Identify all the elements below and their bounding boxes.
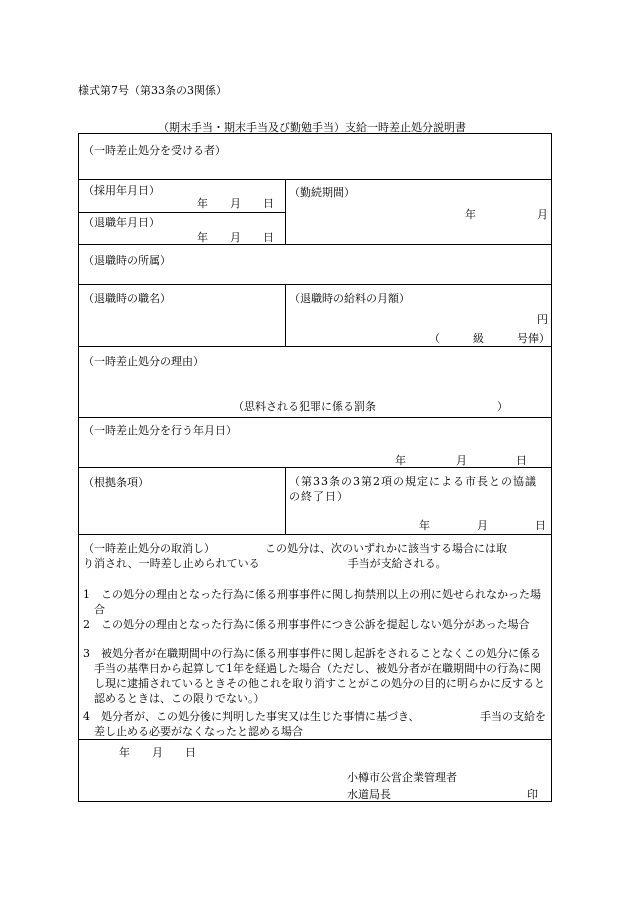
action-date-month: 月 (456, 454, 467, 467)
cancel-intro-line2: り消され、一時差し止められている 手当が支給される。 (83, 557, 447, 570)
document-title: （期末手当・期末手当及び勤勉手当）支給一時差止処分説明書 (158, 121, 466, 134)
consult-day: 日 (535, 519, 546, 532)
hire-date-label: （採用年月日） (83, 184, 160, 197)
salary-label: （退職時の給料の月額） (289, 292, 410, 305)
consult-year: 年 (419, 519, 430, 532)
cancel-item: 3 被処分者が在職期間中の行為に係る刑事事件に関し起訴をされることなくこの処分に係る 手当の基準日から起算して1年を経過した場合（ただし、被処分者が在職期間中の行為に関し現に逮捕されているときその他これを取り消すことがこの処分の目的に明らかに反すると認めるときは、この限りでない。） (83, 647, 596, 705)
seal-mark: 印 (527, 788, 538, 801)
service-year: 年 (465, 208, 476, 221)
consultation-label: （第33条の3第2項の規定による市長との協議の終了日） (289, 475, 537, 503)
issue-date: 年 月 日 (119, 746, 196, 759)
hire-date-units: 年 月 日 (197, 197, 274, 210)
salary-yen: 円 (537, 313, 548, 326)
service-month: 月 (537, 208, 548, 221)
penalty-clause: （思料される犯罪に係る罰条 ） (233, 400, 508, 413)
action-date-day: 日 (516, 454, 527, 467)
cancel-item: 4 処分者が、この処分後に判明した事実又は生じた事情に基づき、 手当の支給を差し止める必要がなくなったと認める場合 (83, 710, 547, 738)
action-date-label: （一時差止処分を行う年月日） (83, 424, 237, 437)
form-number: 様式第7号（第33条の3関係） (78, 84, 227, 97)
consult-month: 月 (477, 519, 488, 532)
basis-label: （根拠条項） (83, 476, 149, 489)
issuer-title: 水道局長 (347, 788, 391, 801)
salary-grade: （ 級 号俸） (429, 332, 550, 345)
service-period-label: （勤続期間） (289, 186, 355, 199)
person-label: （一時差止処分を受ける者） (83, 144, 226, 157)
cancel-item: 1 この処分の理由となった行為に係る刑事事件に関し拘禁刑以上の刑に処せられなかった場合 (83, 588, 541, 616)
position-label: （退職時の職名） (83, 292, 171, 305)
cancel-intro: この処分は、次のいずれかに該当する場合には取 (265, 542, 507, 555)
cancel-heading: （一時差止処分の取消し） (83, 542, 215, 555)
cancel-item: 2 この処分の理由となった行為に係る刑事事件につき公訴を提起しない処分があった場合 (83, 618, 530, 631)
retire-date-label: （退職年月日） (83, 216, 160, 229)
reason-label: （一時差止処分の理由） (83, 355, 204, 368)
form-table (78, 133, 596, 802)
affiliation-label: （退職時の所属） (83, 254, 171, 267)
retire-date-units: 年 月 日 (197, 231, 274, 244)
action-date-year: 年 (395, 454, 406, 467)
issuer-org: 小樽市公営企業管理者 (347, 771, 457, 784)
